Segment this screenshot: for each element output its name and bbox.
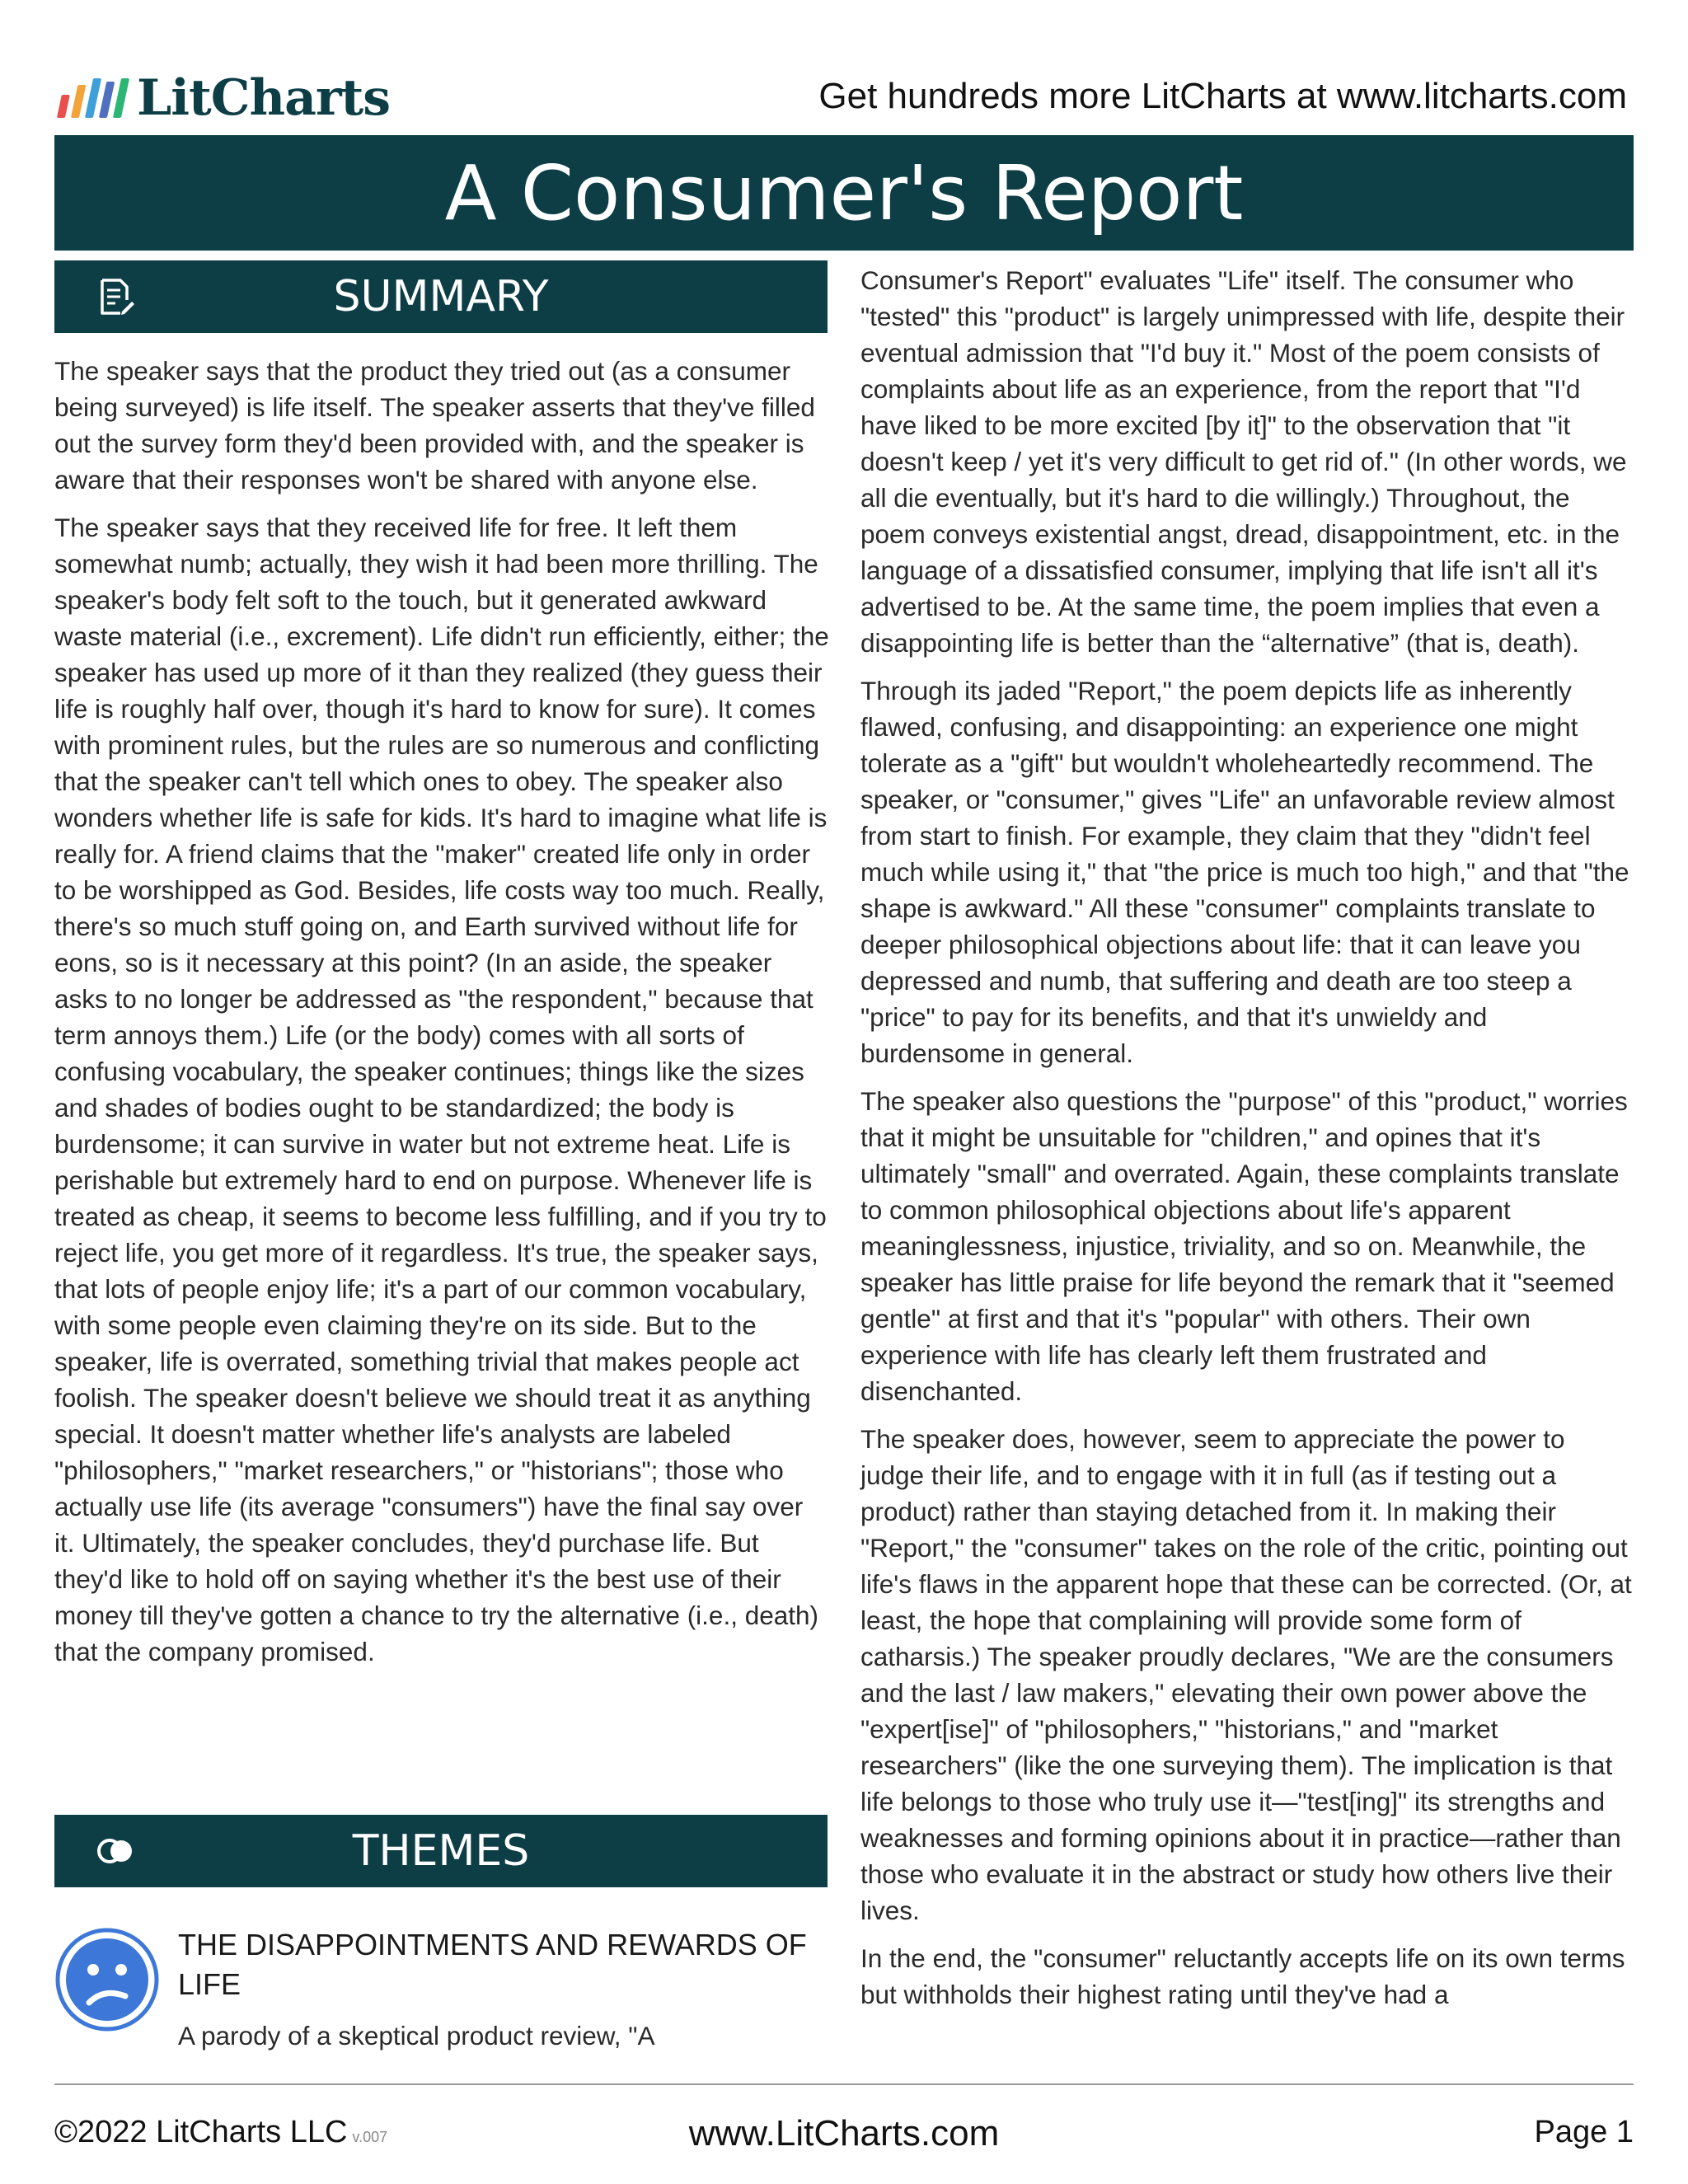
header-tagline[interactable]: Get hundreds more LitCharts at www.litcharts.com: [818, 76, 1627, 116]
summary-header: [54, 260, 828, 333]
theme-paragraph: In the end, the "consumer" reluctantly accepts life on its own terms but withholds their highest rating until they've had a: [860, 1943, 1625, 2009]
document-edit-icon: [96, 277, 135, 316]
logo-bars-icon: [57, 78, 129, 118]
theme-paragraph: The speaker also questions the "purpose" of this "product," worries that it might be unsuitable for "children," and opines that it's ultimately "small" and overrated. Again, these complaints translate to common philosophical objections about life's apparent meaninglessness, injustice, triviality, and so on. Meanwhile, the speaker has little praise for life beyond the remark that it "seemed gentle" at first and that it's "popular" with others. Their own experience with life has clearly left them frustrated and disenchanted.: [860, 1086, 1628, 1406]
theme-intro: A parody of a skeptical product review, "A: [178, 2021, 655, 2050]
themes-heading: THEMES: [352, 1826, 530, 1876]
theme-paragraph: Consumer's Report" evaluates "Life" itself. The consumer who "tested" this "product" is largely unimpressed with life, despite their eventual admission that "I'd buy it." Most of the poem consists of complaints about life as an experience, from the report that "I'd have liked to be more excited [by it]" to the observation that "it doesn't keep / yet it's very difficult to get rid of." (In other words, we all die eventually, but it's hard to die willingly.) Throughout, the poem conveys existential angst, dread, disappointment, etc. in the language of a dissatisfied consumer, implying that life isn't all it's advertised to be. At the same time, the poem implies that even a disappointing life is better than the “alternative” (that is, death).: [860, 265, 1627, 658]
page-number: Page 1: [1534, 2115, 1634, 2149]
logo-text: LitCharts: [137, 69, 391, 127]
themes-header: [54, 1815, 828, 1887]
litcharts-logo[interactable]: [61, 69, 390, 127]
theme-paragraph: The speaker does, however, seem to appreciate the power to judge their life, and to engage with it in full (as if testing out a product) rather than staying detached from it. In making their "Report," the "consumer" takes on the role of the critic, pointing out life's flaws in the apparent hope that these can be corrected. (Or, at least, the hope that complaining will provide some form of catharsis.) The speaker proudly declares, "We are the consumers and the last / law makers," elevating their own power above the "expert[ise]" of "philosophers," "historians," and "market researchers" (like the one surveying them). The implication is that life belongs to those who truly use it—"test[ing]" its strengths and weaknesses and forming opinions about it in practice—rather than those who evaluate it in the abstract or study how others live their lives.: [860, 1424, 1632, 1925]
overlapping-circles-icon: [96, 1831, 135, 1871]
theme-body: [860, 262, 1635, 2024]
title-banner: [54, 135, 1634, 251]
page-title: A Consumer's Report: [444, 148, 1244, 237]
summary-paragraph: The speaker says that they received life for free. It left them somewhat numb; actually, they wish it had been more thrilling. The speaker's body felt soft to the touch, but it generated awkward waste material (i.e., excrement). Life didn't run efficiently, either; the speaker has used up more of it than they realized (they guess their life is roughly half over, though it's hard to know for sure). It comes with prominent rules, but the rules are so numerous and conflicting that the speaker can't tell which ones to obey. The speaker also wonders whether life is safe for kids. It's hard to imagine what life is really for. A friend claims that the "maker" created life only in order to be worshipped as God. Besides, life costs way too much. Really, there's so much stuff going on, and Earth survived without life for eons, so is it necessary at this point? (In an aside, the speaker asks to no longer be addressed as "the respondent," because that term annoys them.) Life (or the body) comes with all sorts of confusing vocabulary, the speaker continues; things like the sizes and shades of bodies ought to be standardized; the body is burdensome; it can survive in water but not extreme heat. Life is perishable but extremely hard to end on purpose. Whenever life is treated as cheap, it seems to become less fulfilling, and if you try to reject life, you get more of it regardless. It's true, the speaker says, that lots of people enjoy life; it's a part of our common vocabulary, with some people even claiming they're on its side. But to the speaker, life is overrated, something trivial that makes people act foolish. The speaker doesn't believe we should treat it as anything special. It doesn't matter whether life's analysts are labeled "philosophers," "market researchers," or "historians"; those who actually use life (its average "consumers") have the final say over it. Ultimately, the speaker concludes, they'd purchase life. But they'd like to hold off on saying whether it's the best use of their money till they've gotten a chance to try the alternative (i.e., death) that the company promised.: [54, 513, 829, 1666]
sad-face-icon: [54, 1927, 160, 2032]
footer-url-link[interactable]: www.LitCharts.com: [688, 2113, 1000, 2154]
summary-body: [54, 353, 829, 1681]
footer-divider: [54, 2083, 1634, 2085]
summary-heading: SUMMARY: [333, 272, 549, 321]
summary-paragraph: The speaker says that the product they tried out (as a consumer being surveyed) is life itself. The speaker asserts that they've filled out the survey form they'd been provided with, and the speaker is aware that their responses won't be shared with anyone else.: [54, 356, 815, 494]
copyright-text: ©2022 LitCharts LLC: [54, 2115, 348, 2149]
theme-paragraph: Through its jaded "Report," the poem depicts life as inherently flawed, confusing, and disappointing: an experience one might tolerate as a "gift" but wouldn't wholeheartedly recommend. The speaker, or "consumer," gives "Life" an unfavorable review almost from start to finish. For example, they claim that they "didn't feel much while using it," that "the price is much too high," and that "the shape is awkward." All these "consumer" complaints translate to deeper philosophical objections about life: that it can leave you depressed and numb, that suffering and death are too steep a "price" to pay for its benefits, and that it's unwieldy and burdensome in general.: [860, 676, 1629, 1068]
version-label: v.007: [352, 2129, 388, 2145]
theme-title: THE DISAPPOINTMENTS AND REWARDS OF LIFE: [178, 1928, 807, 2001]
